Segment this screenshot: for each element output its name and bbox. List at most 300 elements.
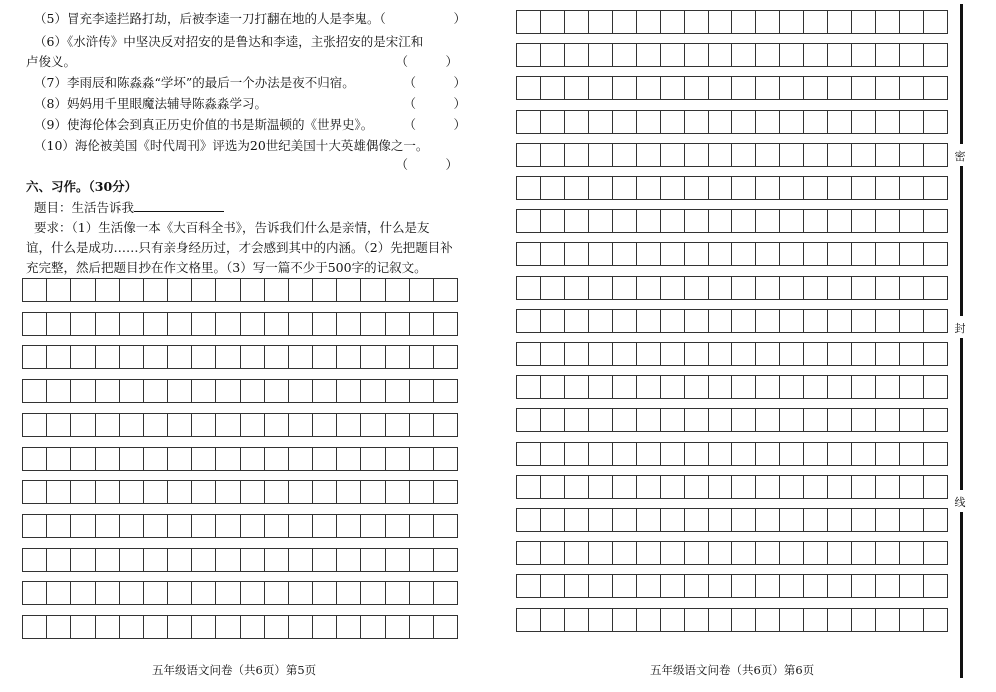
grid-cell[interactable]: [732, 277, 756, 299]
grid-cell[interactable]: [732, 111, 756, 133]
grid-cell[interactable]: [541, 11, 565, 33]
grid-cell[interactable]: [780, 575, 804, 597]
grid-cell[interactable]: [709, 542, 733, 564]
grid-cell[interactable]: [732, 243, 756, 265]
grid-cell[interactable]: [732, 44, 756, 66]
grid-cell[interactable]: [434, 346, 458, 368]
grid-cell[interactable]: [637, 575, 661, 597]
grid-cell[interactable]: [120, 279, 144, 301]
grid-cell[interactable]: [637, 77, 661, 99]
grid-cell[interactable]: [120, 448, 144, 470]
grid-cell[interactable]: [120, 313, 144, 335]
grid-cell[interactable]: [780, 144, 804, 166]
grid-cell[interactable]: [192, 515, 216, 537]
grid-cell[interactable]: [924, 509, 948, 531]
grid-cell[interactable]: [216, 448, 240, 470]
grid-cell[interactable]: [410, 380, 434, 402]
grid-cell[interactable]: [96, 380, 120, 402]
grid-cell[interactable]: [709, 11, 733, 33]
grid-cell[interactable]: [828, 77, 852, 99]
grid-cell[interactable]: [732, 509, 756, 531]
grid-cell[interactable]: [756, 609, 780, 631]
grid-cell[interactable]: [541, 310, 565, 332]
grid-cell[interactable]: [96, 515, 120, 537]
grid-cell[interactable]: [96, 448, 120, 470]
grid-cell[interactable]: [613, 343, 637, 365]
grid-cell[interactable]: [661, 144, 685, 166]
grid-cell[interactable]: [144, 313, 168, 335]
grid-cell[interactable]: [565, 111, 589, 133]
grid-cell[interactable]: [410, 414, 434, 436]
grid-cell[interactable]: [852, 77, 876, 99]
grid-cell[interactable]: [780, 343, 804, 365]
grid-cell[interactable]: [876, 310, 900, 332]
grid-cell[interactable]: [828, 476, 852, 498]
grid-cell[interactable]: [709, 376, 733, 398]
grid-cell[interactable]: [96, 414, 120, 436]
grid-cell[interactable]: [589, 409, 613, 431]
grid-cell[interactable]: [313, 616, 337, 638]
grid-cell[interactable]: [337, 414, 361, 436]
grid-cell[interactable]: [216, 313, 240, 335]
grid-cell[interactable]: [541, 509, 565, 531]
grid-cell[interactable]: [337, 515, 361, 537]
grid-cell[interactable]: [168, 380, 192, 402]
grid-cell[interactable]: [168, 582, 192, 604]
grid-cell[interactable]: [709, 575, 733, 597]
grid-cell[interactable]: [516, 177, 541, 199]
grid-cell[interactable]: [756, 11, 780, 33]
grid-cell[interactable]: [685, 476, 709, 498]
grid-cell[interactable]: [709, 443, 733, 465]
grid-cell[interactable]: [709, 310, 733, 332]
grid-cell[interactable]: [852, 111, 876, 133]
grid-cell[interactable]: [732, 310, 756, 332]
grid-cell[interactable]: [589, 210, 613, 232]
grid-cell[interactable]: [876, 542, 900, 564]
grid-cell[interactable]: [637, 277, 661, 299]
grid-cell[interactable]: [47, 448, 71, 470]
grid-cell[interactable]: [637, 376, 661, 398]
grid-cell[interactable]: [144, 448, 168, 470]
grid-cell[interactable]: [565, 542, 589, 564]
grid-cell[interactable]: [241, 616, 265, 638]
grid-cell[interactable]: [216, 616, 240, 638]
grid-cell[interactable]: [337, 549, 361, 571]
grid-cell[interactable]: [637, 44, 661, 66]
grid-cell[interactable]: [589, 476, 613, 498]
grid-cell[interactable]: [541, 177, 565, 199]
grid-cell[interactable]: [289, 380, 313, 402]
grid-cell[interactable]: [613, 210, 637, 232]
grid-cell[interactable]: [516, 609, 541, 631]
grid-cell[interactable]: [852, 11, 876, 33]
grid-cell[interactable]: [361, 448, 385, 470]
grid-cell[interactable]: [265, 448, 289, 470]
grid-cell[interactable]: [565, 443, 589, 465]
grid-cell[interactable]: [732, 343, 756, 365]
grid-cell[interactable]: [144, 279, 168, 301]
grid-cell[interactable]: [216, 481, 240, 503]
grid-cell[interactable]: [410, 582, 434, 604]
grid-cell[interactable]: [900, 575, 924, 597]
grid-cell[interactable]: [756, 409, 780, 431]
grid-cell[interactable]: [756, 144, 780, 166]
grid-cell[interactable]: [516, 210, 541, 232]
grid-cell[interactable]: [900, 277, 924, 299]
grid-cell[interactable]: [732, 11, 756, 33]
grid-cell[interactable]: [192, 380, 216, 402]
grid-cell[interactable]: [289, 414, 313, 436]
grid-cell[interactable]: [661, 77, 685, 99]
grid-cell[interactable]: [780, 243, 804, 265]
grid-cell[interactable]: [685, 376, 709, 398]
grid-cell[interactable]: [96, 582, 120, 604]
grid-cell[interactable]: [709, 144, 733, 166]
grid-cell[interactable]: [22, 582, 47, 604]
grid-cell[interactable]: [361, 313, 385, 335]
grid-cell[interactable]: [637, 509, 661, 531]
grid-cell[interactable]: [565, 144, 589, 166]
grid-cell[interactable]: [589, 177, 613, 199]
grid-cell[interactable]: [265, 380, 289, 402]
grid-cell[interactable]: [361, 582, 385, 604]
grid-cell[interactable]: [361, 279, 385, 301]
grid-cell[interactable]: [120, 616, 144, 638]
grid-cell[interactable]: [804, 409, 828, 431]
grid-cell[interactable]: [637, 409, 661, 431]
grid-cell[interactable]: [685, 575, 709, 597]
grid-cell[interactable]: [71, 380, 95, 402]
grid-cell[interactable]: [756, 343, 780, 365]
grid-cell[interactable]: [685, 409, 709, 431]
grid-cell[interactable]: [780, 476, 804, 498]
grid-cell[interactable]: [804, 111, 828, 133]
grid-cell[interactable]: [337, 448, 361, 470]
grid-cell[interactable]: [47, 549, 71, 571]
grid-cell[interactable]: [780, 210, 804, 232]
grid-cell[interactable]: [71, 346, 95, 368]
grid-cell[interactable]: [96, 279, 120, 301]
grid-cell[interactable]: [900, 144, 924, 166]
grid-cell[interactable]: [661, 44, 685, 66]
grid-cell[interactable]: [241, 313, 265, 335]
grid-cell[interactable]: [828, 310, 852, 332]
grid-cell[interactable]: [613, 609, 637, 631]
grid-cell[interactable]: [337, 313, 361, 335]
grid-cell[interactable]: [168, 313, 192, 335]
grid-cell[interactable]: [732, 144, 756, 166]
grid-cell[interactable]: [637, 111, 661, 133]
grid-cell[interactable]: [565, 44, 589, 66]
grid-cell[interactable]: [613, 542, 637, 564]
grid-cell[interactable]: [613, 111, 637, 133]
grid-cell[interactable]: [685, 509, 709, 531]
grid-cell[interactable]: [780, 443, 804, 465]
grid-cell[interactable]: [780, 111, 804, 133]
grid-cell[interactable]: [852, 443, 876, 465]
grid-cell[interactable]: [589, 542, 613, 564]
grid-cell[interactable]: [71, 414, 95, 436]
grid-cell[interactable]: [216, 549, 240, 571]
grid-cell[interactable]: [516, 44, 541, 66]
grid-cell[interactable]: [565, 575, 589, 597]
grid-cell[interactable]: [613, 44, 637, 66]
grid-cell[interactable]: [876, 277, 900, 299]
grid-cell[interactable]: [828, 11, 852, 33]
grid-cell[interactable]: [924, 343, 948, 365]
grid-cell[interactable]: [516, 409, 541, 431]
grid-cell[interactable]: [410, 279, 434, 301]
grid-cell[interactable]: [71, 481, 95, 503]
grid-cell[interactable]: [541, 277, 565, 299]
grid-cell[interactable]: [386, 582, 410, 604]
grid-cell[interactable]: [637, 443, 661, 465]
grid-cell[interactable]: [541, 111, 565, 133]
grid-cell[interactable]: [780, 177, 804, 199]
grid-cell[interactable]: [852, 177, 876, 199]
grid-cell[interactable]: [732, 177, 756, 199]
grid-cell[interactable]: [541, 575, 565, 597]
grid-cell[interactable]: [661, 409, 685, 431]
grid-cell[interactable]: [589, 376, 613, 398]
grid-cell[interactable]: [289, 279, 313, 301]
grid-cell[interactable]: [780, 376, 804, 398]
grid-cell[interactable]: [168, 448, 192, 470]
grid-cell[interactable]: [852, 144, 876, 166]
grid-cell[interactable]: [434, 549, 458, 571]
grid-cell[interactable]: [852, 44, 876, 66]
grid-cell[interactable]: [541, 443, 565, 465]
grid-cell[interactable]: [386, 313, 410, 335]
grid-cell[interactable]: [47, 616, 71, 638]
grid-cell[interactable]: [265, 346, 289, 368]
grid-cell[interactable]: [924, 542, 948, 564]
grid-cell[interactable]: [313, 448, 337, 470]
grid-cell[interactable]: [613, 310, 637, 332]
grid-cell[interactable]: [589, 443, 613, 465]
grid-cell[interactable]: [804, 243, 828, 265]
grid-cell[interactable]: [661, 476, 685, 498]
grid-cell[interactable]: [732, 542, 756, 564]
grid-cell[interactable]: [361, 414, 385, 436]
grid-cell[interactable]: [541, 343, 565, 365]
grid-cell[interactable]: [804, 509, 828, 531]
grid-cell[interactable]: [241, 279, 265, 301]
grid-cell[interactable]: [71, 279, 95, 301]
grid-cell[interactable]: [876, 210, 900, 232]
grid-cell[interactable]: [265, 414, 289, 436]
grid-cell[interactable]: [852, 409, 876, 431]
grid-cell[interactable]: [876, 111, 900, 133]
grid-cell[interactable]: [337, 380, 361, 402]
grid-cell[interactable]: [685, 243, 709, 265]
grid-cell[interactable]: [516, 343, 541, 365]
grid-cell[interactable]: [168, 414, 192, 436]
grid-cell[interactable]: [386, 448, 410, 470]
grid-cell[interactable]: [265, 279, 289, 301]
grid-cell[interactable]: [900, 243, 924, 265]
grid-cell[interactable]: [732, 476, 756, 498]
grid-cell[interactable]: [732, 376, 756, 398]
grid-cell[interactable]: [924, 44, 948, 66]
grid-cell[interactable]: [804, 310, 828, 332]
grid-cell[interactable]: [637, 177, 661, 199]
grid-cell[interactable]: [313, 313, 337, 335]
grid-cell[interactable]: [120, 515, 144, 537]
grid-cell[interactable]: [804, 443, 828, 465]
grid-cell[interactable]: [661, 509, 685, 531]
grid-cell[interactable]: [589, 243, 613, 265]
grid-cell[interactable]: [780, 542, 804, 564]
grid-cell[interactable]: [516, 310, 541, 332]
grid-cell[interactable]: [565, 310, 589, 332]
grid-cell[interactable]: [410, 616, 434, 638]
grid-cell[interactable]: [924, 177, 948, 199]
grid-cell[interactable]: [924, 575, 948, 597]
grid-cell[interactable]: [361, 481, 385, 503]
grid-cell[interactable]: [804, 11, 828, 33]
grid-cell[interactable]: [732, 409, 756, 431]
grid-cell[interactable]: [780, 409, 804, 431]
grid-cell[interactable]: [756, 542, 780, 564]
grid-cell[interactable]: [541, 243, 565, 265]
grid-cell[interactable]: [709, 343, 733, 365]
grid-cell[interactable]: [613, 77, 637, 99]
grid-cell[interactable]: [685, 443, 709, 465]
grid-cell[interactable]: [289, 515, 313, 537]
grid-cell[interactable]: [434, 616, 458, 638]
grid-cell[interactable]: [192, 414, 216, 436]
grid-cell[interactable]: [709, 210, 733, 232]
grid-cell[interactable]: [876, 144, 900, 166]
grid-cell[interactable]: [313, 346, 337, 368]
grid-cell[interactable]: [216, 346, 240, 368]
grid-cell[interactable]: [876, 376, 900, 398]
grid-cell[interactable]: [516, 376, 541, 398]
grid-cell[interactable]: [589, 44, 613, 66]
grid-cell[interactable]: [756, 243, 780, 265]
grid-cell[interactable]: [661, 310, 685, 332]
grid-cell[interactable]: [410, 313, 434, 335]
grid-cell[interactable]: [900, 77, 924, 99]
grid-cell[interactable]: [828, 443, 852, 465]
grid-cell[interactable]: [565, 11, 589, 33]
grid-cell[interactable]: [661, 443, 685, 465]
grid-cell[interactable]: [71, 549, 95, 571]
grid-cell[interactable]: [265, 515, 289, 537]
grid-cell[interactable]: [709, 277, 733, 299]
grid-cell[interactable]: [637, 542, 661, 564]
grid-cell[interactable]: [22, 448, 47, 470]
grid-cell[interactable]: [756, 476, 780, 498]
grid-cell[interactable]: [120, 582, 144, 604]
grid-cell[interactable]: [852, 376, 876, 398]
grid-cell[interactable]: [852, 476, 876, 498]
grid-cell[interactable]: [313, 279, 337, 301]
grid-cell[interactable]: [876, 443, 900, 465]
grid-cell[interactable]: [96, 549, 120, 571]
grid-cell[interactable]: [924, 443, 948, 465]
grid-cell[interactable]: [852, 542, 876, 564]
grid-cell[interactable]: [541, 409, 565, 431]
grid-cell[interactable]: [47, 279, 71, 301]
grid-cell[interactable]: [685, 310, 709, 332]
grid-cell[interactable]: [756, 277, 780, 299]
grid-cell[interactable]: [780, 277, 804, 299]
grid-cell[interactable]: [732, 609, 756, 631]
grid-cell[interactable]: [386, 515, 410, 537]
grid-cell[interactable]: [924, 144, 948, 166]
grid-cell[interactable]: [192, 481, 216, 503]
grid-cell[interactable]: [565, 476, 589, 498]
grid-cell[interactable]: [661, 243, 685, 265]
grid-cell[interactable]: [386, 380, 410, 402]
grid-cell[interactable]: [241, 582, 265, 604]
grid-cell[interactable]: [685, 343, 709, 365]
grid-cell[interactable]: [756, 310, 780, 332]
grid-cell[interactable]: [589, 111, 613, 133]
grid-cell[interactable]: [709, 111, 733, 133]
grid-cell[interactable]: [709, 177, 733, 199]
grid-cell[interactable]: [589, 144, 613, 166]
grid-cell[interactable]: [828, 111, 852, 133]
grid-cell[interactable]: [637, 210, 661, 232]
grid-cell[interactable]: [876, 44, 900, 66]
grid-cell[interactable]: [613, 144, 637, 166]
grid-cell[interactable]: [876, 509, 900, 531]
grid-cell[interactable]: [410, 549, 434, 571]
grid-cell[interactable]: [289, 582, 313, 604]
grid-cell[interactable]: [361, 346, 385, 368]
grid-cell[interactable]: [47, 582, 71, 604]
grid-cell[interactable]: [589, 277, 613, 299]
grid-cell[interactable]: [434, 313, 458, 335]
grid-cell[interactable]: [804, 210, 828, 232]
grid-cell[interactable]: [289, 549, 313, 571]
grid-cell[interactable]: [565, 409, 589, 431]
grid-cell[interactable]: [900, 409, 924, 431]
grid-cell[interactable]: [828, 376, 852, 398]
grid-cell[interactable]: [900, 310, 924, 332]
grid-cell[interactable]: [337, 582, 361, 604]
grid-cell[interactable]: [241, 346, 265, 368]
grid-cell[interactable]: [709, 243, 733, 265]
grid-cell[interactable]: [434, 481, 458, 503]
grid-cell[interactable]: [709, 44, 733, 66]
grid-cell[interactable]: [828, 177, 852, 199]
grid-cell[interactable]: [434, 279, 458, 301]
grid-cell[interactable]: [685, 44, 709, 66]
grid-cell[interactable]: [900, 609, 924, 631]
grid-cell[interactable]: [120, 380, 144, 402]
grid-cell[interactable]: [661, 277, 685, 299]
grid-cell[interactable]: [565, 343, 589, 365]
grid-cell[interactable]: [661, 343, 685, 365]
grid-cell[interactable]: [120, 414, 144, 436]
grid-cell[interactable]: [804, 144, 828, 166]
grid-cell[interactable]: [22, 515, 47, 537]
grid-cell[interactable]: [265, 582, 289, 604]
grid-cell[interactable]: [780, 609, 804, 631]
grid-cell[interactable]: [361, 616, 385, 638]
grid-cell[interactable]: [709, 77, 733, 99]
grid-cell[interactable]: [71, 616, 95, 638]
grid-cell[interactable]: [637, 11, 661, 33]
grid-cell[interactable]: [541, 44, 565, 66]
grid-cell[interactable]: [876, 243, 900, 265]
grid-cell[interactable]: [924, 243, 948, 265]
